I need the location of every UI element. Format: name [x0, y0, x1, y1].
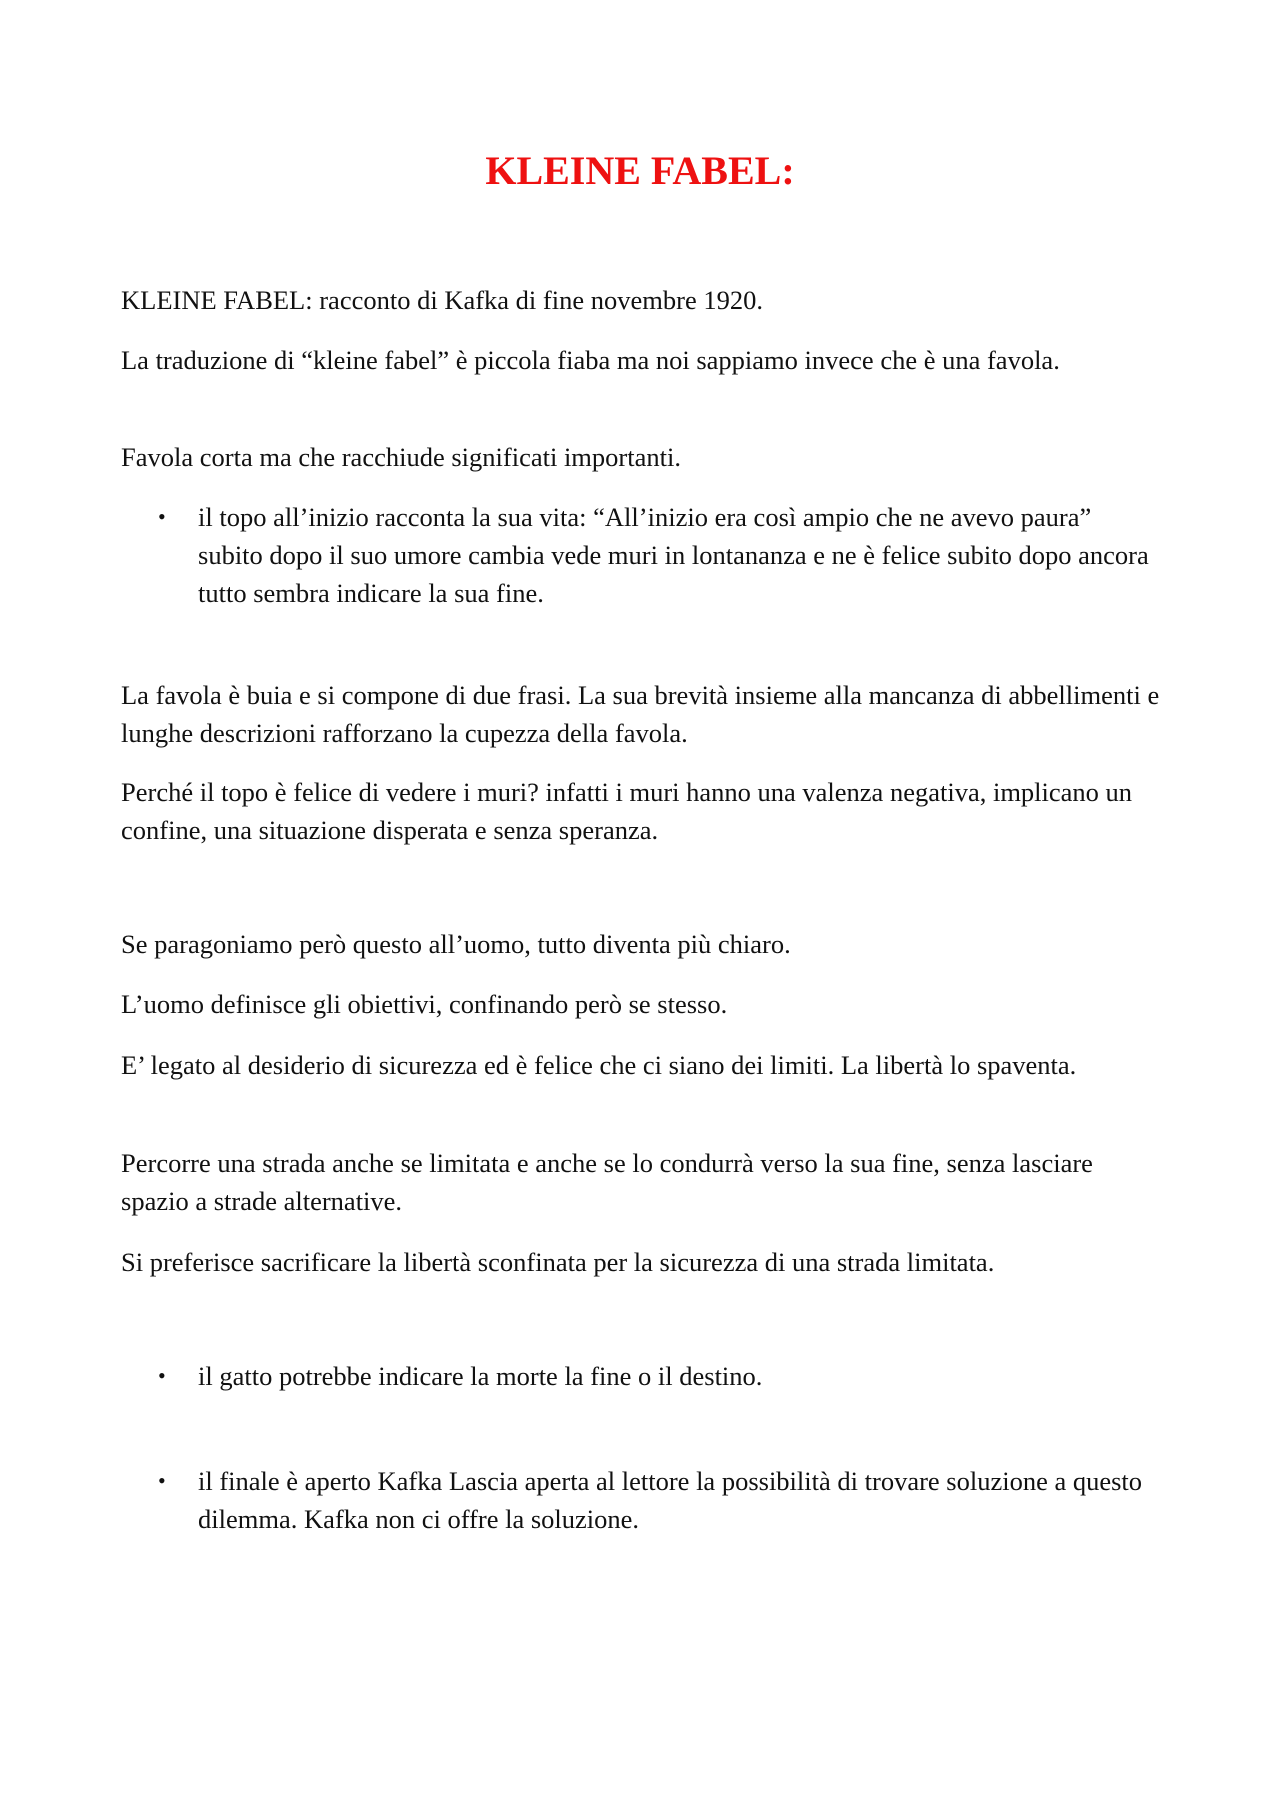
paragraph-short-fable: Favola corta ma che racchiude significati importanti. [121, 442, 681, 472]
bullet-marker: • [158, 504, 166, 529]
paragraph-man-objectives: L’uomo definisce gli obiettivi, confinando però se stesso. [121, 989, 728, 1019]
paragraph-sacrifice-freedom: Si preferisce sacrificare la libertà sconfinata per la sicurezza di una strada limitata. [121, 1247, 995, 1277]
document-title: KLEINE FABEL: [485, 148, 795, 193]
paragraph-limited-road: Percorre una strada anche se limitata e anche se lo condurrà verso la sua fine, senza lasciare spazio a strade alternative. [121, 1148, 1093, 1216]
list-item-open-ending: il finale è aperto Kafka Lascia aperta al lettore la possibilità di trovare soluzione a questo dilemma. Kafka non ci offre la soluzione. [198, 1466, 1143, 1534]
paragraph-intro: KLEINE FABEL: racconto di Kafka di fine novembre 1920. [121, 285, 763, 315]
list-item-mouse-life: il topo all’inizio racconta la sua vita: “All’inizio era così ampio che ne avevo paura” subito dopo il suo umore cambia vede muri in lontananza e ne è felice subito dopo ancora tutto sembra indicare la sua fine. [198, 502, 1149, 608]
paragraph-man-comparison: Se paragoniamo però questo all’uomo, tutto diventa più chiaro. [121, 929, 791, 959]
bullet-marker: • [158, 1363, 166, 1388]
paragraph-dark-fable: La favola è buia e si compone di due frasi. La sua brevità insieme alla mancanza di abbellimenti e lunghe descrizioni rafforzano la cupezza della favola. [121, 680, 1160, 748]
paragraph-security-desire: E’ legato al desiderio di sicurezza ed è felice che ci siano dei limiti. La libertà lo spaventa. [121, 1050, 1077, 1080]
paragraph-translation: La traduzione di “kleine fabel” è piccola fiaba ma noi sappiamo invece che è una favola. [121, 345, 1060, 375]
bullet-marker: • [158, 1468, 166, 1493]
paragraph-walls-question: Perché il topo è felice di vedere i muri? infatti i muri hanno una valenza negativa, implicano un confine, una situazione disperata e senza speranza. [121, 777, 1133, 845]
list-item-cat: il gatto potrebbe indicare la morte la fine o il destino. [198, 1361, 763, 1391]
